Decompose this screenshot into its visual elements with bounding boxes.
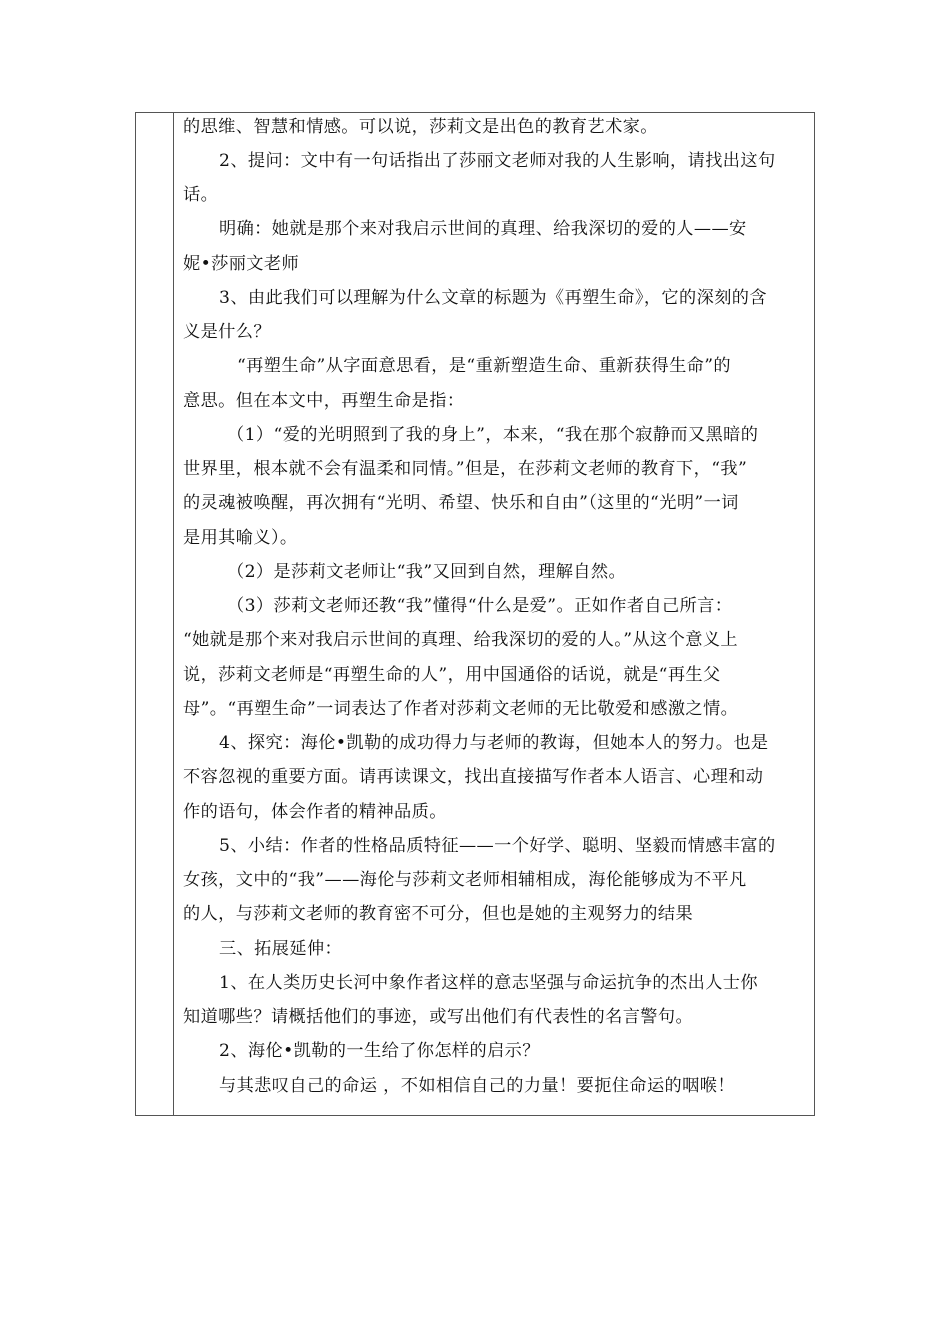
text-line: 意思。但在本文中，再塑生命是指： xyxy=(183,391,465,411)
text-line: “她就是那个来对我启示世间的真理、给我深切的爱的人。”从这个意义上 xyxy=(183,630,738,650)
text-line: 不容忽视的重要方面。请再读课文，找出直接描写作者本人语言、心理和动 xyxy=(183,767,764,787)
text-line: 知道哪些？请概括他们的事迹，或写出他们有代表性的名言警句。 xyxy=(183,1007,694,1027)
text-line: 2、海伦•凯勒的一生给了你怎样的启示？ xyxy=(219,1041,540,1061)
text-line: 明确：她就是那个来对我启示世间的真理、给我深切的爱的人——安 xyxy=(219,219,747,239)
text-line: （3）莎莉文老师还教“我”懂得“什么是爱”。正如作者自己所言： xyxy=(227,596,733,616)
text-line: 与其悲叹自己的命运 ，不如相信自己的力量！要扼住命运的咽喉！ xyxy=(219,1076,735,1096)
lesson-table xyxy=(135,112,815,1116)
text-line: （2）是莎莉文老师让“我”又回到自然，理解自然。 xyxy=(227,562,627,582)
text-line: 母”。“再塑生命”一词表达了作者对莎莉文老师的无比敬爱和感激之情。 xyxy=(183,699,739,719)
text-line: 说，莎莉文老师是“再塑生命的人”，用中国通俗的话说，就是“再生父 xyxy=(183,665,721,685)
text-line: 作的语句，体会作者的精神品质。 xyxy=(183,802,447,822)
text-line: （1）“爱的光明照到了我的身上”，本来，“我在那个寂静而又黑暗的 xyxy=(227,425,759,445)
column-divider xyxy=(173,113,174,1115)
text-line: “再塑生命”从字面意思看，是“重新塑造生命、重新获得生命”的 xyxy=(237,356,732,376)
text-line: 女孩，文中的“我”——海伦与莎莉文老师相辅相成，海伦能够成为不平凡 xyxy=(183,870,747,890)
text-line: 的灵魂被唤醒，再次拥有“光明、希望、快乐和自由”（这里的“光明”一词 xyxy=(183,493,739,513)
text-line: 3、由此我们可以理解为什么文章的标题为《再塑生命》，它的深刻的含 xyxy=(219,288,767,308)
text-line: 4、探究：海伦•凯勒的成功得力与老师的教诲，但她本人的努力。也是 xyxy=(219,733,769,753)
text-line: 5、小结：作者的性格品质特征——一个好学、聪明、坚毅而情感丰富的 xyxy=(219,836,776,856)
text-line: 是用其喻义）。 xyxy=(183,528,298,548)
text-line: 1、在人类历史长河中象作者这样的意志坚强与命运抗争的杰出人士你 xyxy=(219,973,758,993)
text-line: 世界里，根本就不会有温柔和同情。”但是，在莎莉文老师的教育下，“我” xyxy=(183,459,748,479)
text-line: 话。 xyxy=(183,185,219,205)
text-line: 的思维、智慧和情感。可以说，莎莉文是出色的教育艺术家。 xyxy=(183,117,658,137)
section-heading: 三、拓展延伸： xyxy=(219,939,343,959)
text-line: 2、提问：文中有一句话指出了莎丽文老师对我的人生影响，请找出这句 xyxy=(219,151,776,171)
text-line: 妮•莎丽文老师 xyxy=(183,254,300,274)
text-line: 义是什么？ xyxy=(183,322,271,342)
text-line: 的人，与莎莉文老师的教育密不可分，但也是她的主观努力的结果 xyxy=(183,904,694,924)
